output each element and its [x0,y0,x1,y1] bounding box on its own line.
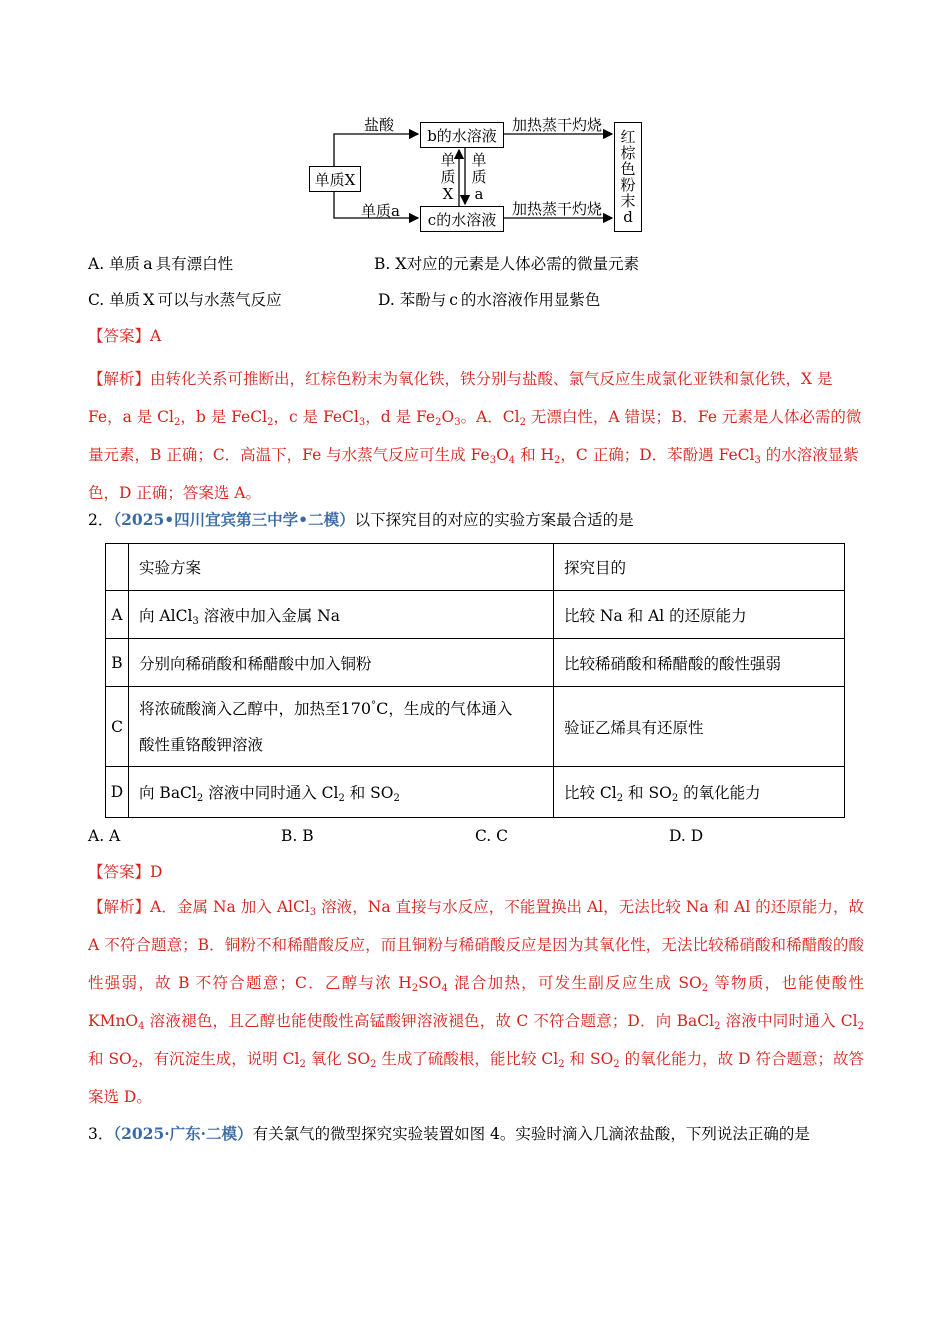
option-b-prefix: B. [374,255,391,273]
box-simple-x-label: 单质X [314,170,356,189]
option-a [88,254,233,274]
label-heat-dry-burn-top: 加热蒸干灼烧 [512,116,603,134]
row-label: D [106,767,129,818]
table-header-purpose: 探究目的 [554,544,845,591]
choice-d: D. D [669,827,704,845]
table-header-plan: 实验方案 [129,544,554,591]
option-b-text: 对应的元素是人体必需的微量元素 [406,255,640,273]
option-a-text: 具有漂白性 [155,255,234,273]
q2-stem-text: 以下探究目的对应的实验方案最合适的是 [354,511,634,529]
option-c-text: 可以与水蒸气反应 [157,291,282,309]
option-d-text: 的水溶液作用显紫色 [460,291,601,309]
table-row [106,591,845,639]
box-d-char: 色 [620,160,636,178]
choice-b: B. B [281,827,314,845]
table-header-row [106,544,845,591]
option-c-prefix: C. 单质 [88,291,141,309]
diagram-arrows [0,0,950,240]
box-c-label: c的水溶液 [427,210,497,229]
row-plan: 将浓硫酸滴入乙醇中，加热至170°C，生成的气体通入 酸性重铬酸钾溶液 [129,687,554,767]
row-label: C [106,687,129,767]
q3-stem-text: 有关氯气的微型探究实验装置如图 4。实验时滴入几滴浓盐酸，下列说法正确的是 [252,1125,810,1143]
option-a-prefix: A. 单质 [88,255,141,273]
q2-number: 2． [88,511,114,529]
row-purpose: 比较稀硝酸和稀醋酸的酸性强弱 [554,639,845,687]
table-row [106,687,845,767]
option-c [88,290,282,310]
choice-c: C. C [475,827,509,845]
mid-left-char: 质 [440,168,456,186]
box-simple-x [309,166,361,192]
row-purpose: 比较 Na 和 Al 的还原能力 [554,591,845,639]
table-header-cell [106,544,129,591]
table-row [106,639,845,687]
mid-right-char: a [474,185,484,203]
q2-analysis-label: 【解析】 [88,898,151,916]
box-d-char: 粉 [620,176,636,194]
option-d-prefix: D. 苯酚与 [378,291,447,309]
row-plan: 向 AlCl$_3$ 溶液中加入金属 Na [129,591,554,639]
q3-source: （2025·广东·二模） [113,1124,253,1143]
q1-analysis: 【解析】由转化关系可推断出，红棕色粉末为氧化铁，铁分别与盐酸、氯气反应生成氯化亚铁和氯化铁，X 是 Fe，a 是 $Cl_2$，b 是 FeCl$_2$，c 是 FeCl$_3$，d 是 $Fe_2O_3$。A．$Cl_2$ 无漂白性，A 错误；B．Fe 元素是人体必需的微量元素，B 正确；C．高温下，Fe 与水蒸气反应可生成 $Fe_3O_4$ 和 $H_2$，C 正确；D．苯酚遇 FeCl$_3$ 的水溶液显紫色，D 正确；答案选 A。 [88,370,862,502]
box-b-label: b的水溶液 [427,126,497,145]
box-c-solution [420,206,504,232]
row-plan: 向 BaCl$_2$ 溶液中同时通入 $Cl_2$ 和 $SO_2$ [129,767,554,818]
option-d [378,290,600,310]
option-b-symbol: X [395,254,407,273]
box-d-char: 末 [620,192,636,210]
option-b [374,254,639,274]
box-d-char: 棕 [620,144,636,162]
label-heat-dry-burn-bottom: 加热蒸干灼烧 [512,200,603,218]
row-plan: 分别向稀硝酸和稀醋酸中加入铜粉 [129,639,554,687]
box-d-char: 红 [620,128,636,146]
mid-right-char: 质 [471,168,487,186]
row-purpose: 比较 $Cl_2$ 和 $SO_2$ 的氧化能力 [554,767,845,818]
q1-answer: 【答案】A [88,327,162,345]
q3-number: 3． [88,1125,114,1143]
row-purpose: 验证乙烯具有还原性 [554,687,845,767]
mid-left-char: 单 [440,151,456,169]
label-hydrochloric-acid: 盐酸 [364,116,395,134]
mid-label-right [471,152,487,203]
box-d-char: d [623,208,633,226]
option-c-symbol: X [143,290,155,309]
q2-answer: 【答案】D [88,863,163,881]
q2-analysis: 【解析】A．金属 Na 加入 AlCl$_3$ 溶液，Na 直接与水反应，不能置换出 Al，无法比较 Na 和 Al 的还原能力，故 A 不符合题意；B．铜粉不和稀醋酸反应，而且铜粉与稀硝酸反应是因为其氧化性，无法比较稀硝酸和稀醋酸的酸性强弱，故 B 不符合题意；C．乙醇与浓 $H_2SO_4$ 混合加热，可发生副反应生成 $SO_2$ 等物质，也能使酸性 KMnO$_4$ 溶液褪色，且乙醇也能使酸性高锰酸钾溶液褪色，故 C 不符合题意；D．向 BaCl$_2$ 溶液中同时通入 $Cl_2$ 和 $SO_2$，有沉淀生成，说明 $Cl_2$ 氧化 $SO_2$ 生成了硫酸根，能比较 $Cl_2$ 和 $SO_2$ 的氧化能力，故 D 符合题意；故答案选 D。 [88,898,864,1106]
q1-analysis-label: 【解析】 [88,370,151,388]
row-label: A [106,591,129,639]
mid-label-left [440,152,456,203]
mid-left-char: X [442,185,454,203]
option-a-symbol: a [143,254,153,273]
mid-right-char: 单 [471,151,487,169]
table-row [106,767,845,818]
q3-stem [88,1124,810,1144]
label-simple-a: 单质a [361,202,400,220]
box-d-powder [614,122,642,232]
option-d-symbol: c [449,291,458,309]
choice-a: A. A [88,827,121,845]
row-label: B [106,639,129,687]
q2-source: （2025•四川宜宾第三中学•二模） [113,510,355,529]
box-b-solution [420,122,504,148]
experiment-table [105,543,845,818]
q2-stem [88,510,634,530]
row-plan-line2: 酸性重铬酸钾溶液 [139,735,264,754]
